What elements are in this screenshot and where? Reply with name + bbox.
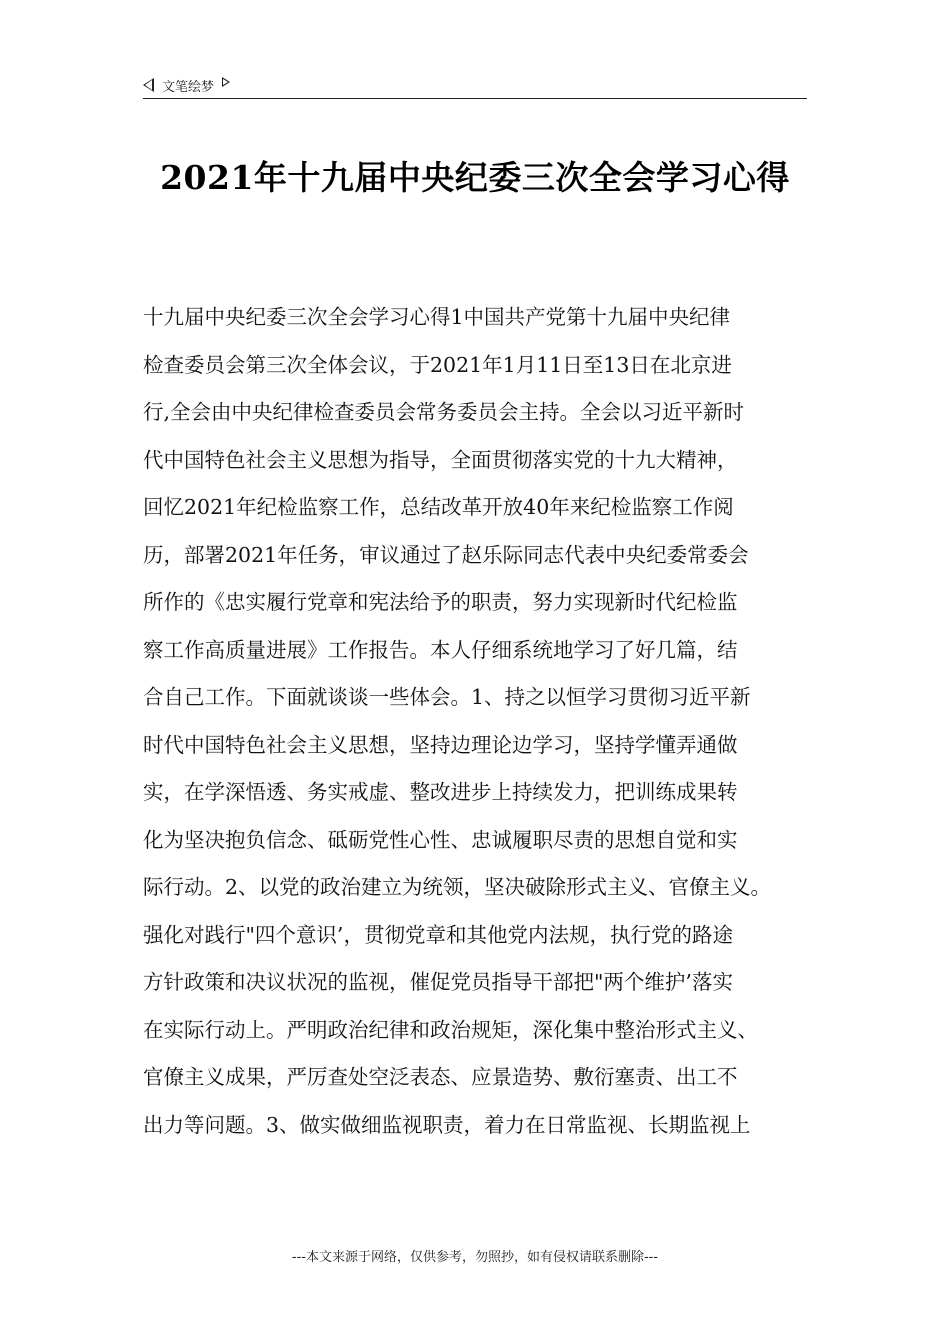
body-line: 历，部署2021年任务，审议通过了赵乐际同志代表中央纪委常委会 — [143, 542, 749, 567]
body-line: 行,全会由中央纪律检查委员会常务委员会主持。全会以习近平新时 — [143, 400, 745, 424]
body-line: 方针政策和决议状况的监视，催促党员指导干部把"两个维护’落实 — [143, 970, 733, 994]
body-line: 十九届中央纪委三次全会学习心得1中国共产党第十九届中央纪律 — [143, 305, 731, 329]
document-title: 2021年十九届中央纪委三次全会学习心得 — [160, 158, 790, 197]
body-line: 官僚主义成果，严厉查处空泛表态、应景造势、敷衍塞责、出工不 — [143, 1065, 738, 1089]
body-line: 回忆2021年纪检监察工作，总结改革开放40年来纪检监察工作阅 — [143, 495, 734, 519]
body-line: 所作的《忠实履行党章和宪法给予的职责，努力实现新时代纪检监 — [143, 590, 738, 614]
page-header — [143, 72, 807, 99]
body-line: 强化对践行"四个意识’，贯彻党章和其他党内法规，执行党的路途 — [143, 922, 733, 947]
body-line: 代中国特色社会主义思想为指导，全面贯彻落实党的十九大精神， — [143, 447, 738, 472]
header-brand-label: 文笔绘梦 — [162, 79, 215, 95]
body-line: 合自己工作。下面就谈谈一些体会。1、持之以恒学习贯彻习近平新 — [143, 685, 751, 709]
document-body — [143, 294, 815, 1149]
body-line: 际行动。2、以党的政治建立为统领，坚决破除形式主义、官僚主义。 — [143, 875, 772, 899]
body-line: 实，在学深悟透、务实戒虚、整改进步上持续发力，把训练成果转 — [143, 780, 738, 804]
triangle-left-icon — [143, 78, 154, 92]
body-line: 出力等问题。3、做实做细监视职责，着力在日常监视、长期监视上 — [143, 1112, 751, 1137]
body-line: 时代中国特色社会主义思想，坚持边理论边学习，坚持学懂弄通做 — [143, 732, 738, 757]
body-line: 检查委员会第三次全体会议，于2021年1月11日至13日在北京进 — [143, 352, 732, 377]
body-line: 察工作高质量进展》工作报告。本人仔细系统地学习了好几篇，结 — [143, 637, 738, 662]
triangle-right-icon — [222, 77, 230, 87]
body-line: 在实际行动上。严明政治纪律和政治规矩，深化集中整治形式主义、 — [143, 1017, 758, 1042]
body-line: 化为坚决抱负信念、砥砺党性心性、忠诚履职尽责的思想自觉和实 — [143, 827, 738, 852]
page-footer-notice: ---本文来源于网络，仅供参考，勿照抄，如有侵权请联系删除--- — [291, 1250, 659, 1265]
